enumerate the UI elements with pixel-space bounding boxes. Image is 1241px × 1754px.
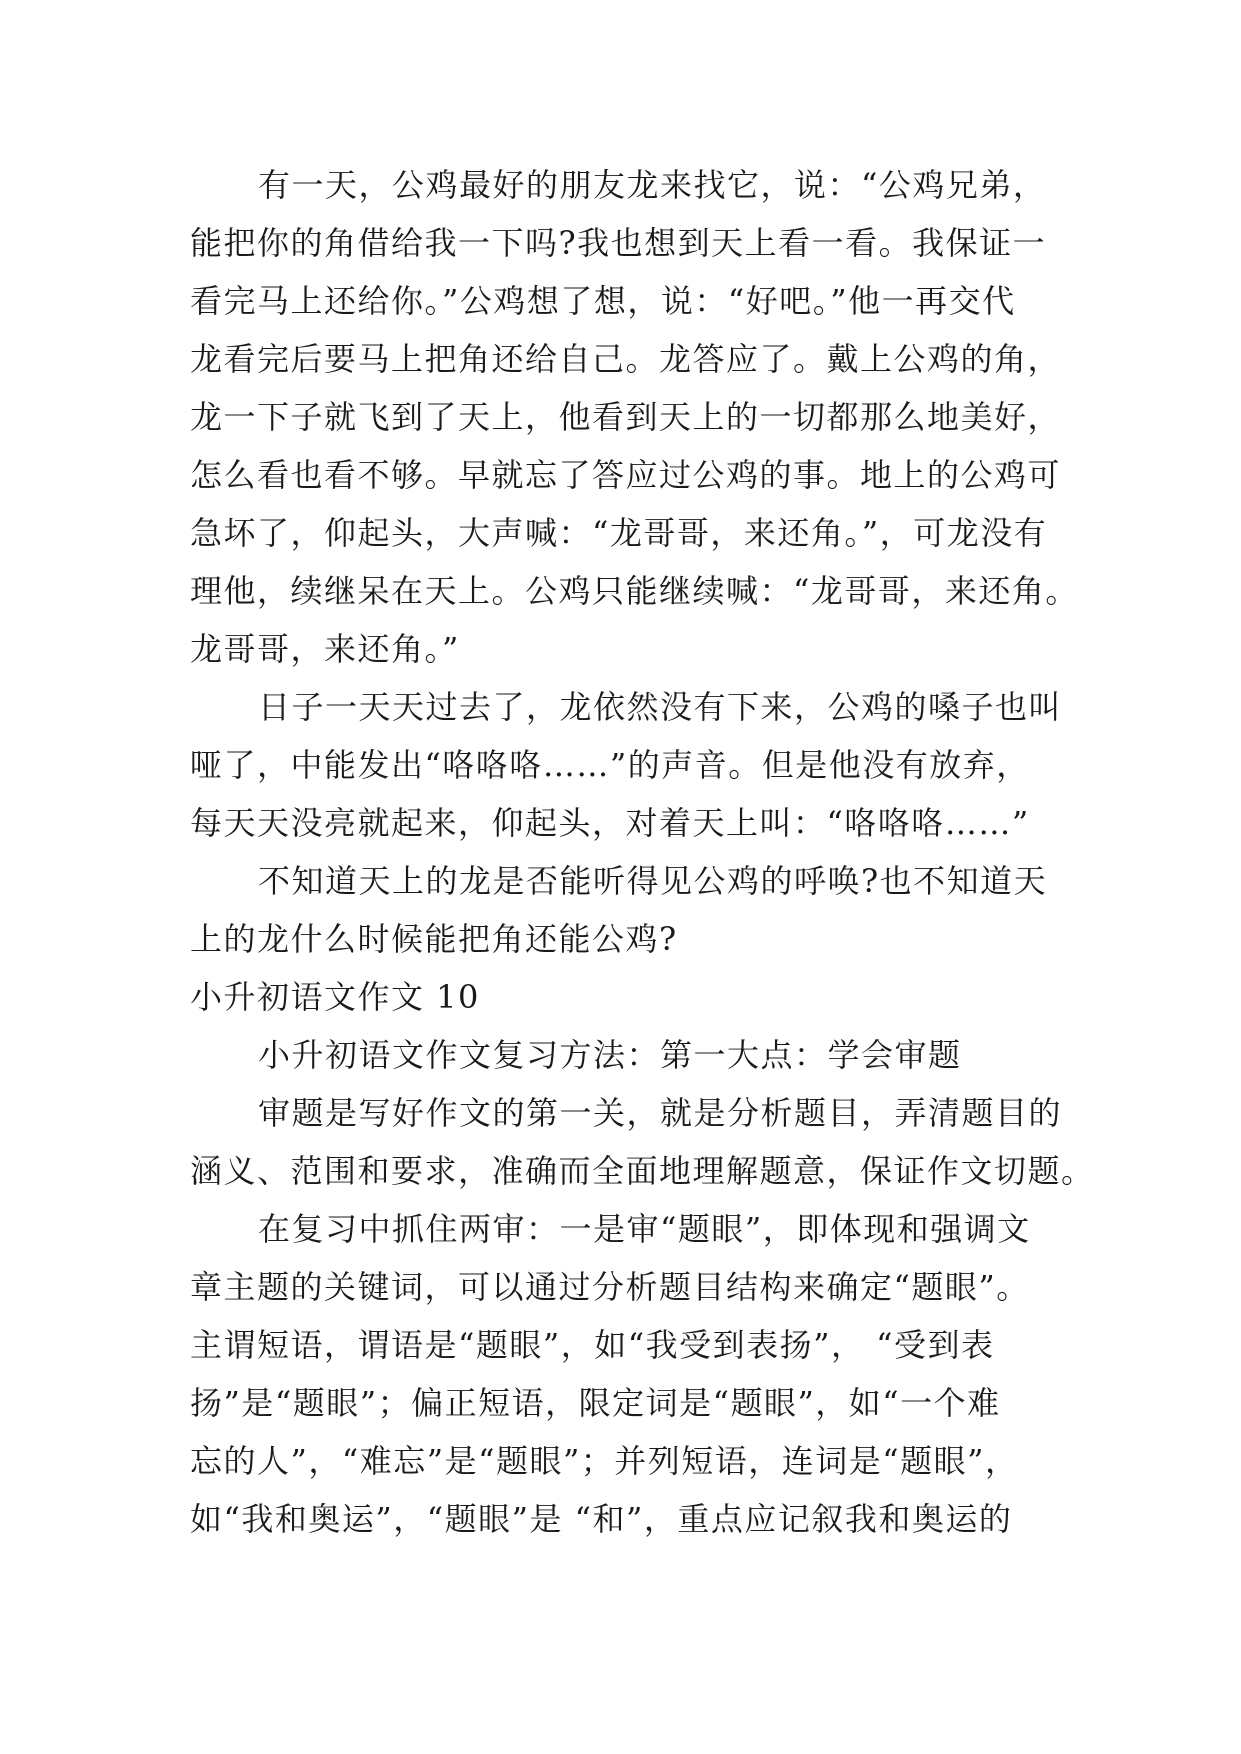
- text-line: 章主题的关键词，可以通过分析题目结构来确定“题眼”。: [190, 1268, 1030, 1306]
- text-line: 有一天，公鸡最好的朋友龙来找它，说：“公鸡兄弟，: [258, 166, 1047, 204]
- text-line: 上的龙什么时候能把角还能公鸡?: [190, 920, 678, 958]
- text-line: 审题是写好作文的第一关，就是分析题目，弄清题目的: [258, 1094, 1063, 1132]
- text-line: 怎么看也看不够。早就忘了答应过公鸡的事。地上的公鸡可: [190, 456, 1062, 494]
- text-line: 扬”是“题眼”；偏正短语，限定词是“题眼”，如“一个难: [190, 1384, 1001, 1422]
- text-line: 在复习中抓住两审：一是审“题眼”，即体现和强调文: [258, 1210, 1031, 1248]
- text-line: 哑了，中能发出“咯咯咯……”的声音。但是他没有放弃，: [190, 746, 1030, 784]
- text-line: 日子一天天过去了，龙依然没有下来，公鸡的嗓子也叫: [258, 688, 1063, 726]
- text-line: 急坏了，仰起头，大声喊：“龙哥哥，来还角。”，可龙没有: [190, 514, 1048, 552]
- text-line: 如“我和奥运”，“题眼”是 “和”，重点应记叙我和奥运的: [190, 1500, 1013, 1538]
- text-line: 涵义、范围和要求，准确而全面地理解题意，保证作文切题。: [190, 1152, 1095, 1190]
- text-line: 理他，续继呆在天上。公鸡只能继续喊：“龙哥哥，来还角。: [190, 572, 1079, 610]
- text-line: 龙看完后要马上把角还给自己。龙答应了。戴上公鸡的角，: [190, 340, 1062, 378]
- text-line: 龙哥哥，来还角。”: [190, 630, 460, 668]
- text-line: 小升初语文作文复习方法：第一大点：学会审题: [258, 1036, 962, 1074]
- text-line: 每天天没亮就起来，仰起头，对着天上叫：“咯咯咯……”: [190, 804, 1030, 842]
- text-line: 能把你的角借给我一下吗?我也想到天上看一看。我保证一: [190, 224, 1047, 262]
- section-heading: 小升初语文作文 10: [190, 978, 480, 1016]
- text-line: 不知道天上的龙是否能听得见公鸡的呼唤?也不知道天: [258, 862, 1048, 900]
- text-line: 龙一下子就飞到了天上，他看到天上的一切都那么地美好，: [190, 398, 1062, 436]
- text-line: 主谓短语，谓语是“题眼”，如“我受到表扬”， “受到表: [190, 1326, 995, 1364]
- text-line: 忘的人”，“难忘”是“题眼”；并列短语，连词是“题眼”，: [190, 1442, 1019, 1480]
- text-line: 看完马上还给你。”公鸡想了想，说：“好吧。”他一再交代: [190, 282, 1016, 320]
